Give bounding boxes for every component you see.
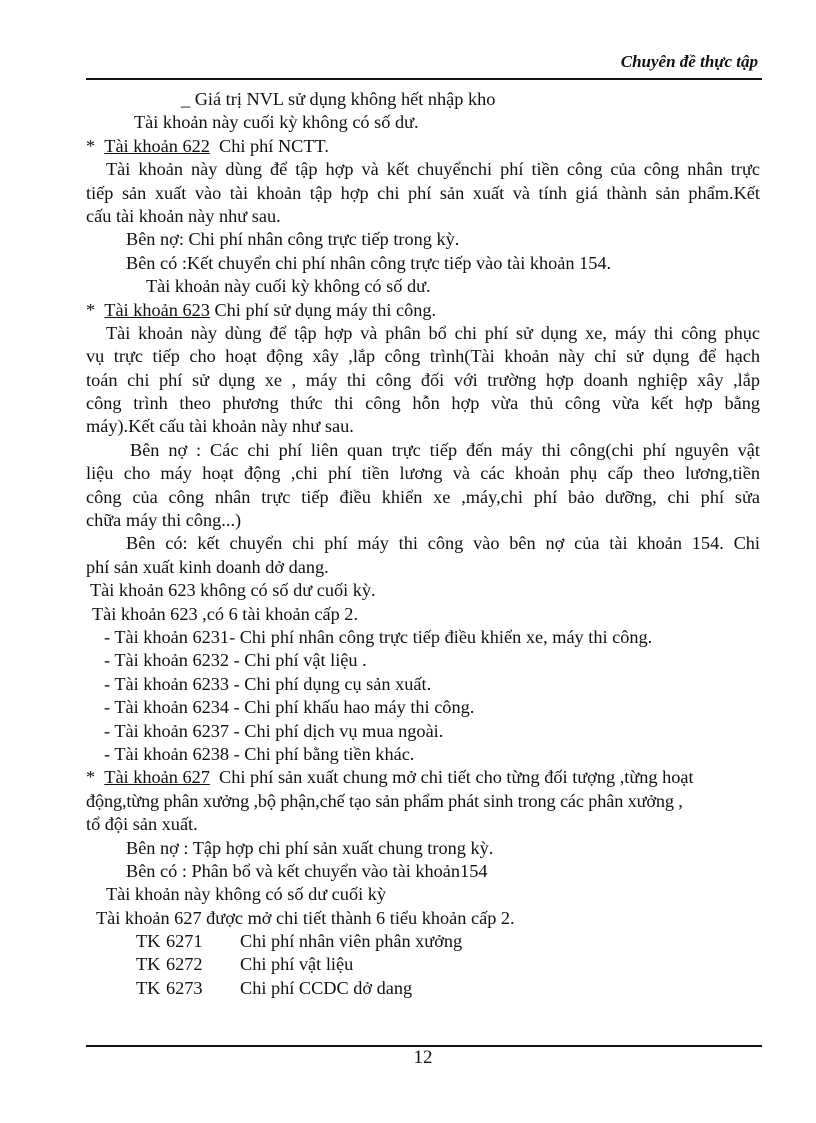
- sub-account-code: 6272: [166, 954, 203, 975]
- sub-account-desc: Chi phí vật liệu: [240, 954, 354, 975]
- list-item: - Tài khoản 6234 - Chi phí khấu hao máy thi công.: [104, 697, 475, 718]
- sub-account-prefix: TK: [136, 954, 161, 975]
- list-item: - Tài khoản 6238 - Chi phí bằng tiền khác.: [104, 743, 415, 764]
- text-line: _ Giá trị NVL sử dụng không hết nhập kho: [181, 89, 496, 109]
- list-item: - Tài khoản 6232 - Chi phí vật liệu .: [104, 650, 367, 671]
- text-line: Tài khoản 623 không có số dư cuối kỳ.: [90, 580, 376, 601]
- account-title: Chi phí sản xuất chung mở chi tiết cho từng đối tượng ,từng hoạt: [219, 767, 694, 788]
- header-divider: [86, 78, 762, 80]
- text-line: tổ đội sản xuất.: [86, 814, 198, 835]
- account-title: Chi phí NCTT.: [219, 135, 329, 156]
- bullet-star: *: [86, 767, 96, 788]
- text-line: máy).Kết cấu tài khoản này như sau.: [86, 416, 354, 437]
- text-line: Tài khoản này dùng để tập hợp và kết chuyểnchi phí tiền công của công nhân trực: [106, 159, 760, 180]
- account-heading-622: [86, 135, 760, 158]
- bullet-star: *: [86, 299, 96, 320]
- sub-account-desc: Chi phí CCDC dở dang: [240, 977, 413, 998]
- list-item: - Tài khoản 6231- Chi phí nhân công trực tiếp điều khiển xe, máy thi công.: [104, 626, 653, 647]
- text-line: Bên có :Kết chuyển chi phí nhân công trực tiếp vào tài khoản 154.: [126, 252, 612, 273]
- text-line: Bên có: kết chuyển chi phí máy thi công vào bên nợ của tài khoản 154. Chi: [126, 533, 760, 554]
- sub-account-row: [86, 930, 760, 953]
- bullet-star: *: [86, 135, 96, 156]
- text-line: Tài khoản này cuối kỳ không có số dư.: [146, 276, 431, 297]
- text-line: Bên nợ : Các chi phí liên quan trực tiếp đến máy thi công(chi phí nguyên vật: [130, 439, 760, 460]
- document-body: [86, 88, 760, 1000]
- header-title: Chuyên đề thực tập: [620, 52, 758, 71]
- sub-account-row: [86, 953, 760, 976]
- text-line: tiếp sản xuất vào tài khoản tập hợp chi phí sản xuất và tính giá thành sản phẩm.Kết: [86, 182, 760, 203]
- list-item: - Tài khoản 6233 - Chi phí dụng cụ sản xuất.: [104, 673, 432, 694]
- text-line: Tài khoản 623 ,có 6 tài khoản cấp 2.: [92, 603, 359, 624]
- sub-account-desc: Chi phí nhân viên phân xưởng: [240, 931, 463, 952]
- sub-account-prefix: TK: [136, 931, 161, 952]
- text-line: chữa máy thi công...): [86, 510, 242, 531]
- list-item: - Tài khoản 6237 - Chi phí dịch vụ mua ngoài.: [104, 720, 444, 741]
- account-code-627: Tài khoản 627: [104, 767, 210, 788]
- account-code-622: Tài khoản 622: [104, 135, 210, 156]
- sub-account-prefix: TK: [136, 977, 161, 998]
- sub-account-row: [86, 977, 760, 1000]
- text-line: Bên có : Phân bổ và kết chuyển vào tài khoản154: [126, 860, 488, 881]
- text-line: vụ trực tiếp cho hoạt động xây ,lắp công trình(Tài khoản này chỉ sử dụng để hạch: [86, 346, 760, 367]
- text-line: công của công nhân trực tiếp điều khiển xe ,máy,chi phí bảo dưỡng, chi phí sửa: [86, 486, 760, 507]
- text-line: công trình theo phương thức thi công hỗn hợp vừa thủ công vừa kết hợp bằng: [86, 393, 760, 414]
- text-line: toán chi phí sử dụng xe , máy thi công đối với trường hợp doanh nghiệp xây ,lắp: [86, 369, 760, 390]
- account-code-623: Tài khoản 623: [104, 299, 210, 320]
- text-line: Tài khoản này dùng để tập hợp và phân bổ chi phí sử dụng xe, máy thi công phục: [106, 322, 760, 343]
- text-line: Tài khoản này không có số dư cuối kỳ: [106, 884, 387, 905]
- account-heading-623: [86, 299, 760, 322]
- text-line: Tài khoản này cuối kỳ không có số dư.: [134, 112, 419, 133]
- text-line: Bên nợ : Tập hợp chi phí sản xuất chung trong kỳ.: [126, 837, 494, 858]
- text-line: phí sản xuất kinh doanh dở dang.: [86, 556, 329, 577]
- sub-account-code: 6273: [166, 977, 203, 998]
- text-line: cấu tài khoản này như sau.: [86, 205, 281, 226]
- page-number: 12: [413, 1047, 433, 1068]
- text-line: Bên nợ: Chi phí nhân công trực tiếp trong kỳ.: [126, 229, 460, 250]
- sub-account-code: 6271: [166, 931, 203, 952]
- text-line: động,từng phân xưởng ,bộ phận,chế tạo sản phẩm phát sinh trong các phân xưởng ,: [86, 790, 683, 811]
- text-line: Tài khoản 627 được mở chi tiết thành 6 tiểu khoản cấp 2.: [96, 907, 515, 928]
- account-title: Chi phí sử dụng máy thi công.: [214, 299, 437, 320]
- text-line: liệu cho máy hoạt động ,chi phí tiền lương và các khoản phụ cấp theo lương,tiền: [86, 463, 760, 484]
- account-heading-627: [86, 766, 760, 789]
